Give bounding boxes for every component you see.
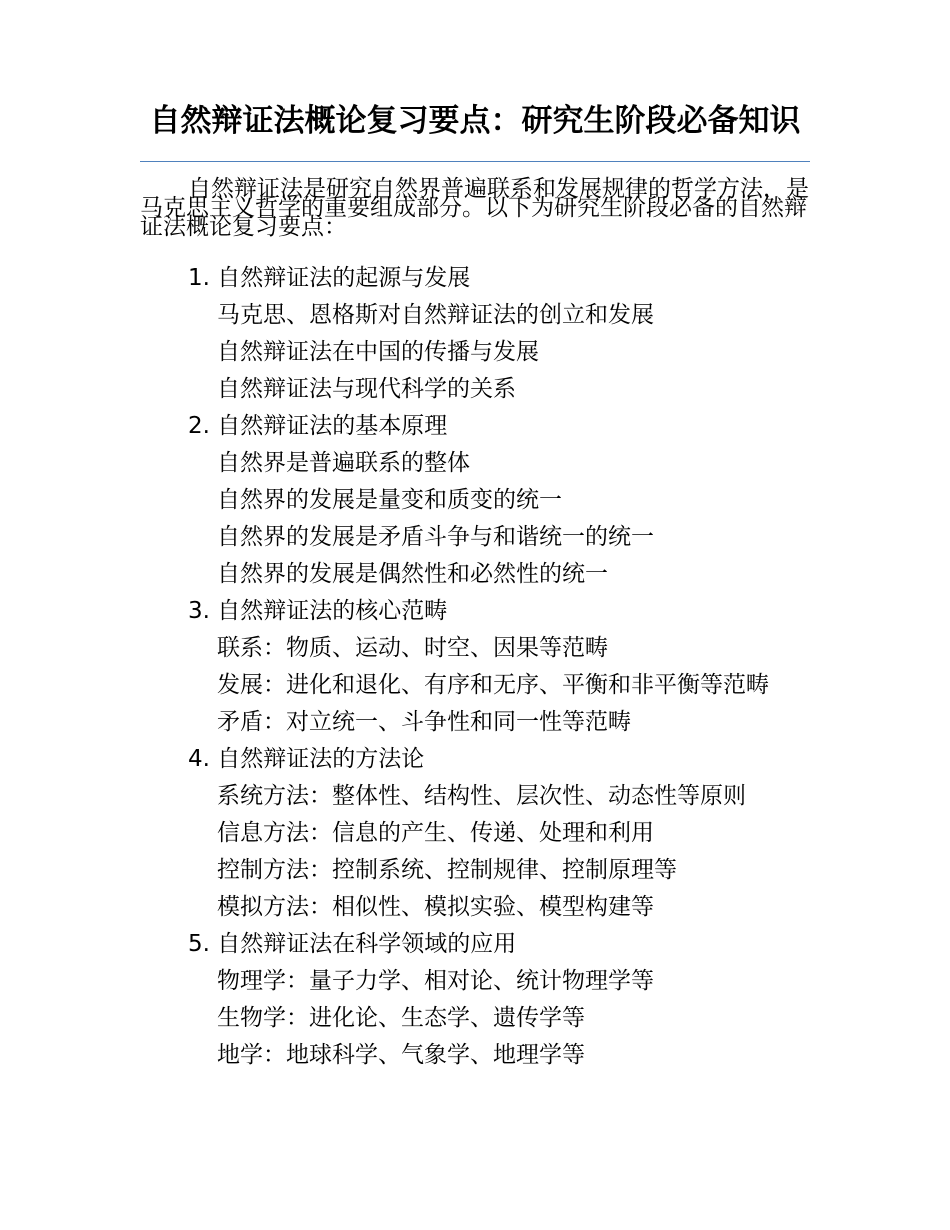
list-item: 自然界的发展是矛盾斗争与和谐统一的统一	[217, 524, 654, 550]
section-heading: 2. 自然辩证法的基本原理	[188, 413, 448, 439]
list-item: 生物学：进化论、生态学、遗传学等	[217, 1005, 585, 1031]
list-item: 自然界的发展是量变和质变的统一	[217, 487, 562, 513]
list-item: 模拟方法：相似性、模拟实验、模型构建等	[217, 894, 654, 920]
title-underline	[140, 161, 810, 162]
list-item: 马克思、恩格斯对自然辩证法的创立和发展	[217, 302, 654, 328]
section-heading: 4. 自然辩证法的方法论	[188, 746, 425, 772]
list-item: 自然界是普遍联系的整体	[217, 450, 470, 476]
list-item: 地学：地球科学、气象学、地理学等	[217, 1042, 585, 1068]
list-item: 自然辩证法与现代科学的关系	[217, 376, 516, 402]
intro-paragraph: 自然辩证法是研究自然界普遍联系和发展规律的哲学方法，是马克思主义哲学的重要组成部分。以下为研究生阶段必备的自然辩证法概论复习要点：	[140, 176, 809, 240]
list-item: 联系：物质、运动、时空、因果等范畴	[217, 635, 608, 661]
list-item: 发展：进化和退化、有序和无序、平衡和非平衡等范畴	[217, 672, 769, 698]
list-item: 系统方法：整体性、结构性、层次性、动态性等原则	[217, 783, 746, 809]
list-item: 矛盾：对立统一、斗争性和同一性等范畴	[217, 709, 631, 735]
list-item: 控制方法：控制系统、控制规律、控制原理等	[217, 857, 677, 883]
outline-list	[140, 260, 810, 1074]
list-item: 信息方法：信息的产生、传递、处理和利用	[217, 820, 654, 846]
section-heading: 1. 自然辩证法的起源与发展	[188, 265, 471, 291]
list-item: 自然辩证法在中国的传播与发展	[217, 339, 539, 365]
list-item: 自然界的发展是偶然性和必然性的统一	[217, 561, 608, 587]
section-heading: 5. 自然辩证法在科学领域的应用	[188, 931, 517, 957]
section-heading: 3. 自然辩证法的核心范畴	[188, 598, 448, 624]
list-item: 物理学：量子力学、相对论、统计物理学等	[217, 968, 654, 994]
document-title: 自然辩证法概论复习要点：研究生阶段必备知识	[149, 103, 801, 139]
